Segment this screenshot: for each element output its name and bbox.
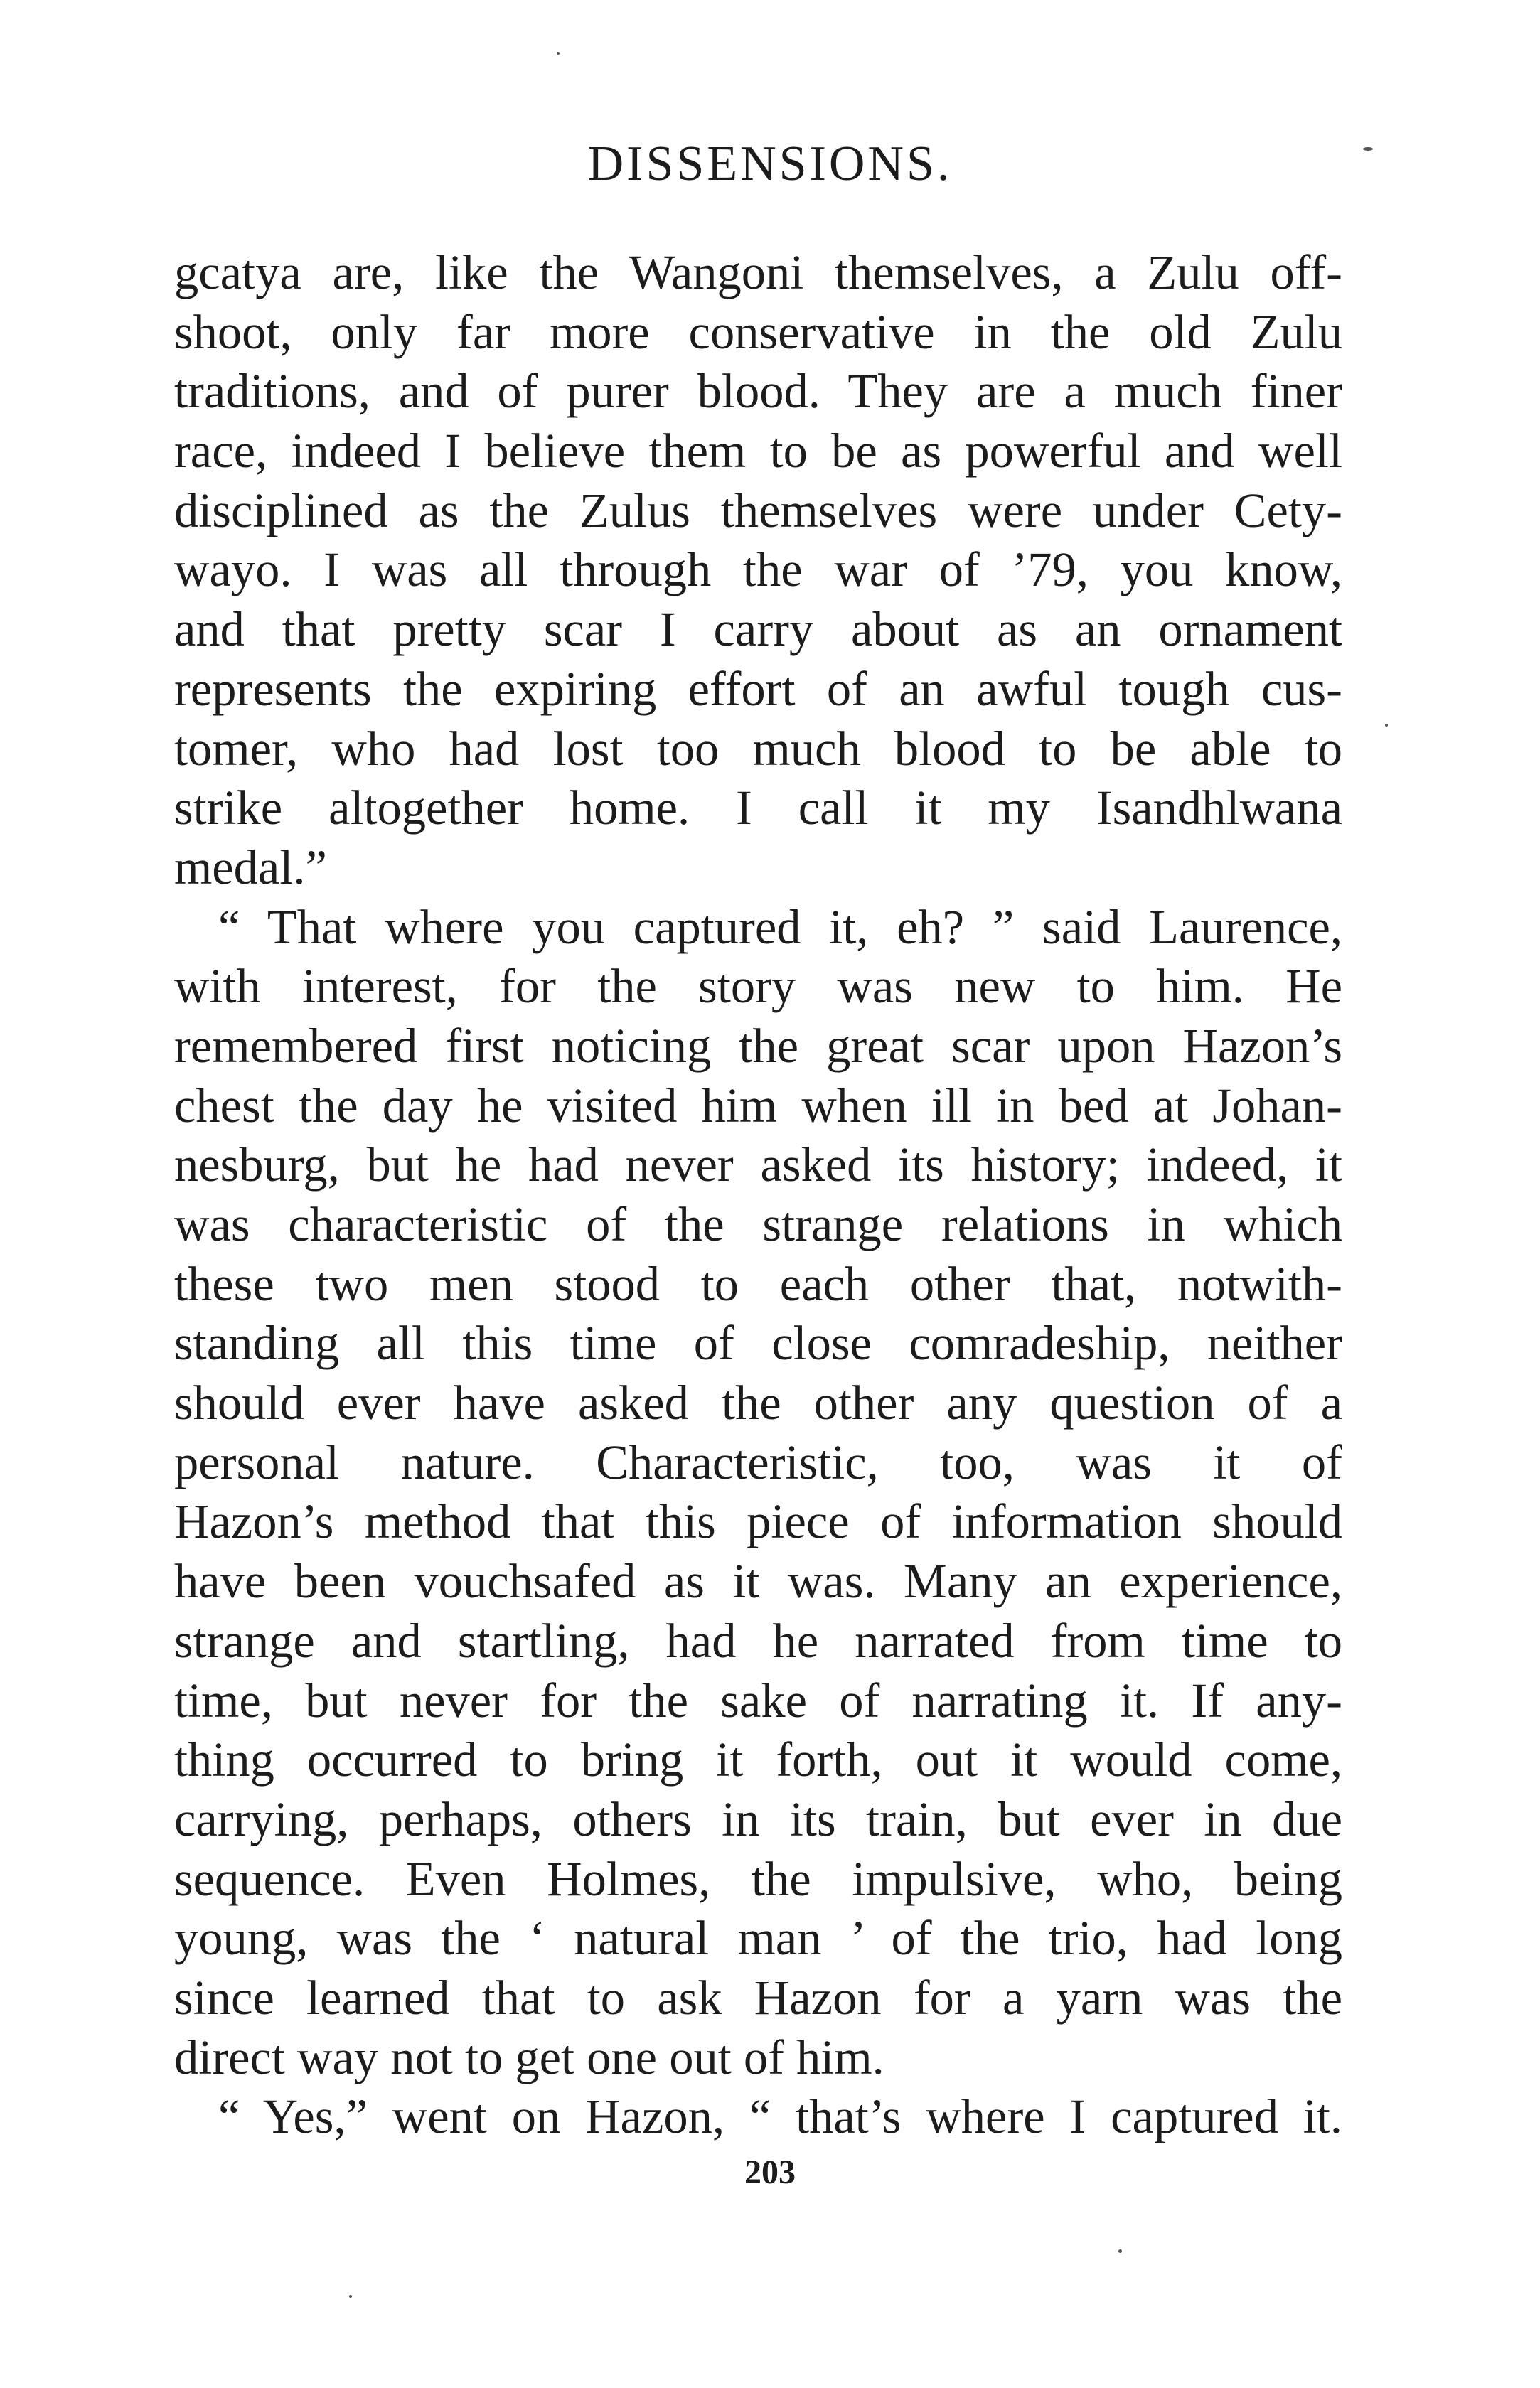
text-line: should ever have asked the other any question of a bbox=[174, 1376, 1342, 1430]
running-head: DISSENSIONS. bbox=[587, 136, 953, 191]
text-line: “ That where you captured it, eh? ” said Laurence, bbox=[218, 899, 1342, 954]
text-line: medal.” bbox=[174, 840, 327, 894]
text-line: young, was the ‘ natural man ’ of the trio, had long bbox=[174, 1911, 1342, 1966]
text-line: tomer, who had lost too much blood to be able to bbox=[174, 721, 1342, 776]
text-line: carrying, perhaps, others in its train, but ever in due bbox=[174, 1792, 1342, 1846]
print-speck bbox=[557, 52, 560, 55]
print-speck bbox=[1118, 2249, 1122, 2253]
text-line: race, indeed I believe them to be as powerful and well bbox=[174, 424, 1342, 478]
text-line: chest the day he visited him when ill in bed at Johan- bbox=[174, 1078, 1342, 1133]
text-line: time, but never for the sake of narrating it. If any- bbox=[174, 1673, 1342, 1728]
text-line: remembered first noticing the great scar upon Hazon’s bbox=[174, 1018, 1342, 1073]
page-number: 203 bbox=[744, 2153, 796, 2191]
text-line: wayo. I was all through the war of ’79, you know, bbox=[174, 542, 1342, 597]
text-line: with interest, for the story was new to him. He bbox=[174, 959, 1342, 1014]
text-line: standing all this time of close comradeship, neither bbox=[174, 1316, 1342, 1371]
text-line: disciplined as the Zulus themselves were under Cety- bbox=[174, 483, 1342, 537]
print-speck bbox=[1385, 724, 1388, 727]
print-speck bbox=[349, 2295, 352, 2298]
print-speck bbox=[1363, 147, 1373, 151]
text-line: nesburg, but he had never asked its history; indeed, it bbox=[174, 1137, 1342, 1192]
text-line: shoot, only far more conservative in the old Zulu bbox=[174, 304, 1342, 359]
text-line: direct way not to get one out of him. bbox=[174, 2030, 884, 2084]
text-line: strike altogether home. I call it my Isandhlwana bbox=[174, 781, 1342, 835]
text-line: these two men stood to each other that, notwith- bbox=[174, 1256, 1342, 1311]
body-text bbox=[174, 243, 1342, 2147]
text-line: strange and startling, had he narrated from time to bbox=[174, 1613, 1342, 1668]
text-line: thing occurred to bring it forth, out it would come, bbox=[174, 1733, 1342, 1787]
text-line: represents the expiring effort of an awful tough cus- bbox=[174, 661, 1342, 716]
text-line: personal nature. Characteristic, too, was it of bbox=[174, 1435, 1342, 1489]
text-line: sequence. Even Holmes, the impulsive, who, being bbox=[174, 1851, 1342, 1906]
text-line: Hazon’s method that this piece of information should bbox=[174, 1494, 1342, 1549]
text-line: gcatya are, like the Wangoni themselves, a Zulu off- bbox=[174, 245, 1342, 299]
text-line: and that pretty scar I carry about as an ornament bbox=[174, 602, 1342, 657]
text-line: “ Yes,” went on Hazon, “ that’s where I captured it. bbox=[218, 2089, 1342, 2144]
text-line: have been vouchsafed as it was. Many an experience, bbox=[174, 1554, 1342, 1609]
text-line: since learned that to ask Hazon for a yarn was the bbox=[174, 1970, 1342, 2025]
text-line: traditions, and of purer blood. They are a much finer bbox=[174, 364, 1342, 419]
text-line: was characteristic of the strange relations in which bbox=[174, 1197, 1342, 1251]
